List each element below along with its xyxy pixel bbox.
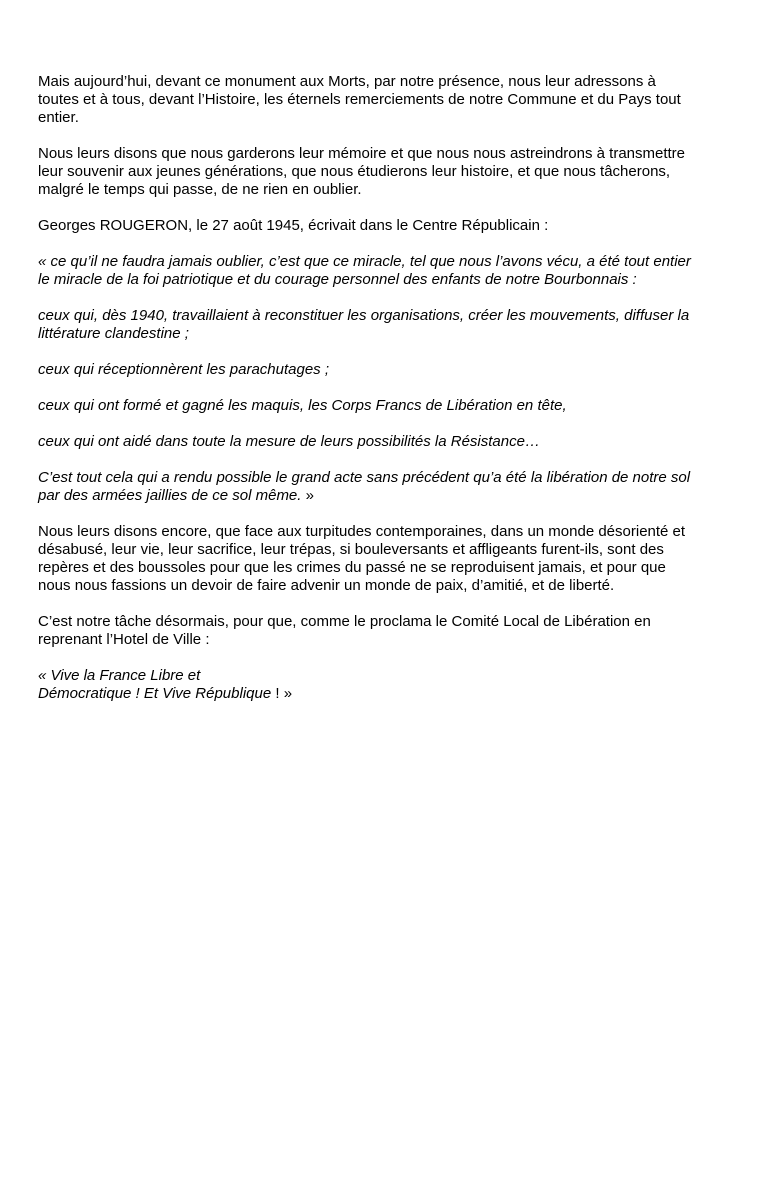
quote-paragraph-maquis: [38, 397, 743, 415]
paragraph-tache: [38, 613, 743, 649]
quote-paragraph-miracle: [38, 253, 743, 289]
quote-paragraph-resistance: [38, 433, 743, 451]
text-line: littérature clandestine ;: [38, 325, 189, 342]
text-line: ceux qui ont formé et gagné les maquis, les Corps Francs de Libération en tête,: [38, 397, 567, 414]
quote-paragraph-liberation: [38, 469, 743, 505]
paragraph-reperes: [38, 523, 743, 595]
text-line: repères et des boussoles pour que les crimes du passé ne se reproduisent jamais, et pour que: [38, 559, 666, 576]
text-line: reprenant l’Hotel de Ville :: [38, 631, 210, 648]
text-line: entier.: [38, 109, 79, 126]
text-line: par des armées jaillies de ce sol même.: [38, 487, 302, 504]
text-line: C’est notre tâche désormais, pour que, comme le proclama le Comité Local de Libération en: [38, 613, 651, 630]
document-page: [38, 73, 743, 721]
paragraph-vive-la-france: [38, 667, 743, 703]
text-line: leur souvenir aux jeunes générations, que nous étudierons leur histoire, et que nous tâcherons,: [38, 163, 671, 180]
text-line: ceux qui réceptionnèrent les parachutages ;: [38, 361, 330, 378]
text-line: toutes et à tous, devant l’Histoire, les éternels remerciements de notre Commune et du Pays tout: [38, 91, 681, 108]
paragraph-rougeron-intro: [38, 217, 743, 235]
text-line: « ce qu’il ne faudra jamais oublier, c’est que ce miracle, tel que nous l’avons vécu, a été tout entier: [38, 253, 691, 270]
quote-close-mark: ! »: [271, 685, 293, 702]
quote-close-mark: »: [301, 487, 314, 504]
text-line: Nous leurs disons encore, que face aux turpitudes contemporaines, dans un monde désorienté et: [38, 523, 686, 540]
text-line: C’est tout cela qui a rendu possible le grand acte sans précédent qu’a été la libération de notre sol: [38, 469, 691, 486]
text-line: « Vive la France Libre et: [38, 667, 201, 684]
text-line: Georges ROUGERON, le 27 août 1945, écrivait dans le Centre Républicain :: [38, 217, 549, 234]
text-line: le miracle de la foi patriotique et du courage personnel des enfants de notre Bourbonnais :: [38, 271, 637, 288]
paragraph-memory: [38, 145, 743, 199]
paragraph-tribute: [38, 73, 743, 127]
text-line: Démocratique ! Et Vive République: [38, 685, 272, 702]
quote-paragraph-parachutages: [38, 361, 743, 379]
text-line: Nous leurs disons que nous garderons leur mémoire et que nous nous astreindrons à transmettre: [38, 145, 686, 162]
text-line: nous nous fassions un devoir de faire advenir un monde de paix, d’amitié, et de liberté.: [38, 577, 615, 594]
quote-paragraph-1940: [38, 307, 743, 343]
text-line: Mais aujourd’hui, devant ce monument aux Morts, par notre présence, nous leur adressons à: [38, 73, 656, 90]
text-line: ceux qui ont aidé dans toute la mesure de leurs possibilités la Résistance…: [38, 433, 540, 450]
text-line: désabusé, leur vie, leur sacrifice, leur trépas, si bouleversants et affligeants furent-ils, sont des: [38, 541, 664, 558]
text-line: ceux qui, dès 1940, travaillaient à reconstituer les organisations, créer les mouvements, diffuser la: [38, 307, 690, 324]
text-line: malgré le temps qui passe, de ne rien en oublier.: [38, 181, 362, 198]
